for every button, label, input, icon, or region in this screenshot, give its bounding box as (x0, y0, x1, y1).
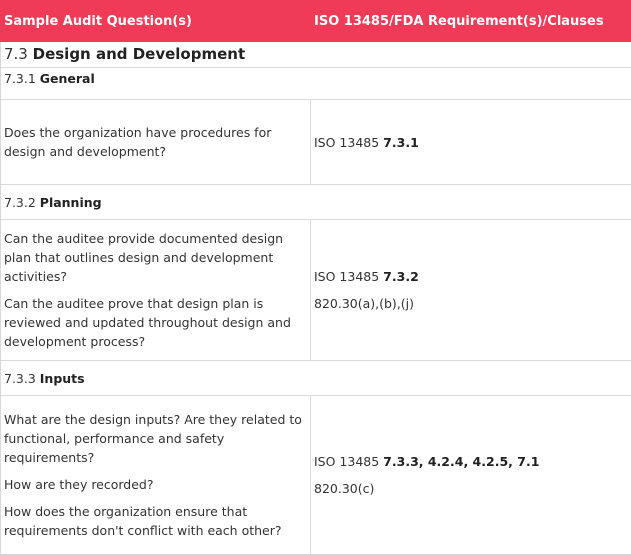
question-row-planning (1, 220, 631, 361)
requirement-cfr: 820.30(a),(b),(j) (314, 294, 628, 313)
question-cell (1, 220, 311, 361)
header-row (1, 1, 631, 42)
subsection-row-general (1, 68, 631, 100)
question-text: What are the design inputs? Are they related to functional, performance and safety requirements? (4, 410, 307, 467)
subsection-row-planning (1, 185, 631, 220)
requirement-prefix: ISO 13485 (314, 454, 383, 469)
question-text: Can the auditee prove that design plan is reviewed and updated throughout design and development process? (4, 294, 307, 351)
section-number: 7.3 (4, 45, 33, 63)
requirement-cell (311, 100, 631, 185)
question-row-general (1, 100, 631, 185)
subsection-heading (1, 185, 631, 220)
section-heading (1, 42, 631, 68)
subsection-title: General (40, 71, 95, 86)
question-text: How are they recorded? (4, 475, 307, 494)
question-row-inputs (1, 396, 631, 555)
requirement-prefix: ISO 13485 (314, 269, 383, 284)
section-row (1, 42, 631, 68)
subsection-title: Inputs (40, 371, 85, 386)
subsection-number: 7.3.1 (4, 71, 40, 86)
requirement-prefix: ISO 13485 (314, 135, 383, 150)
subsection-heading (1, 361, 631, 396)
subsection-number: 7.3.2 (4, 195, 40, 210)
requirement-clause: 7.3.2 (383, 269, 419, 284)
requirement-clause: 7.3.1 (383, 135, 419, 150)
subsection-heading (1, 68, 631, 100)
requirement-cfr: 820.30(c) (314, 479, 628, 498)
requirement-cell (311, 220, 631, 361)
question-text: How does the organization ensure that requirements don't conflict with each other? (4, 502, 307, 540)
subsection-title: Planning (40, 195, 102, 210)
requirement-cell (311, 396, 631, 555)
question-text: Can the auditee provide documented design plan that outlines design and development activities? (4, 229, 307, 286)
subsection-row-inputs (1, 361, 631, 396)
section-title: Design and Development (33, 45, 246, 63)
subsection-number: 7.3.3 (4, 371, 40, 386)
header-questions: Sample Audit Question(s) (1, 1, 311, 42)
question-text: Does the organization have procedures for design and development? (4, 123, 307, 161)
question-cell (1, 396, 311, 555)
header-requirements: ISO 13485/FDA Requirement(s)/Clauses (311, 1, 631, 42)
question-cell (1, 100, 311, 185)
requirement-clause: 7.3.3, 4.2.4, 4.2.5, 7.1 (383, 454, 539, 469)
